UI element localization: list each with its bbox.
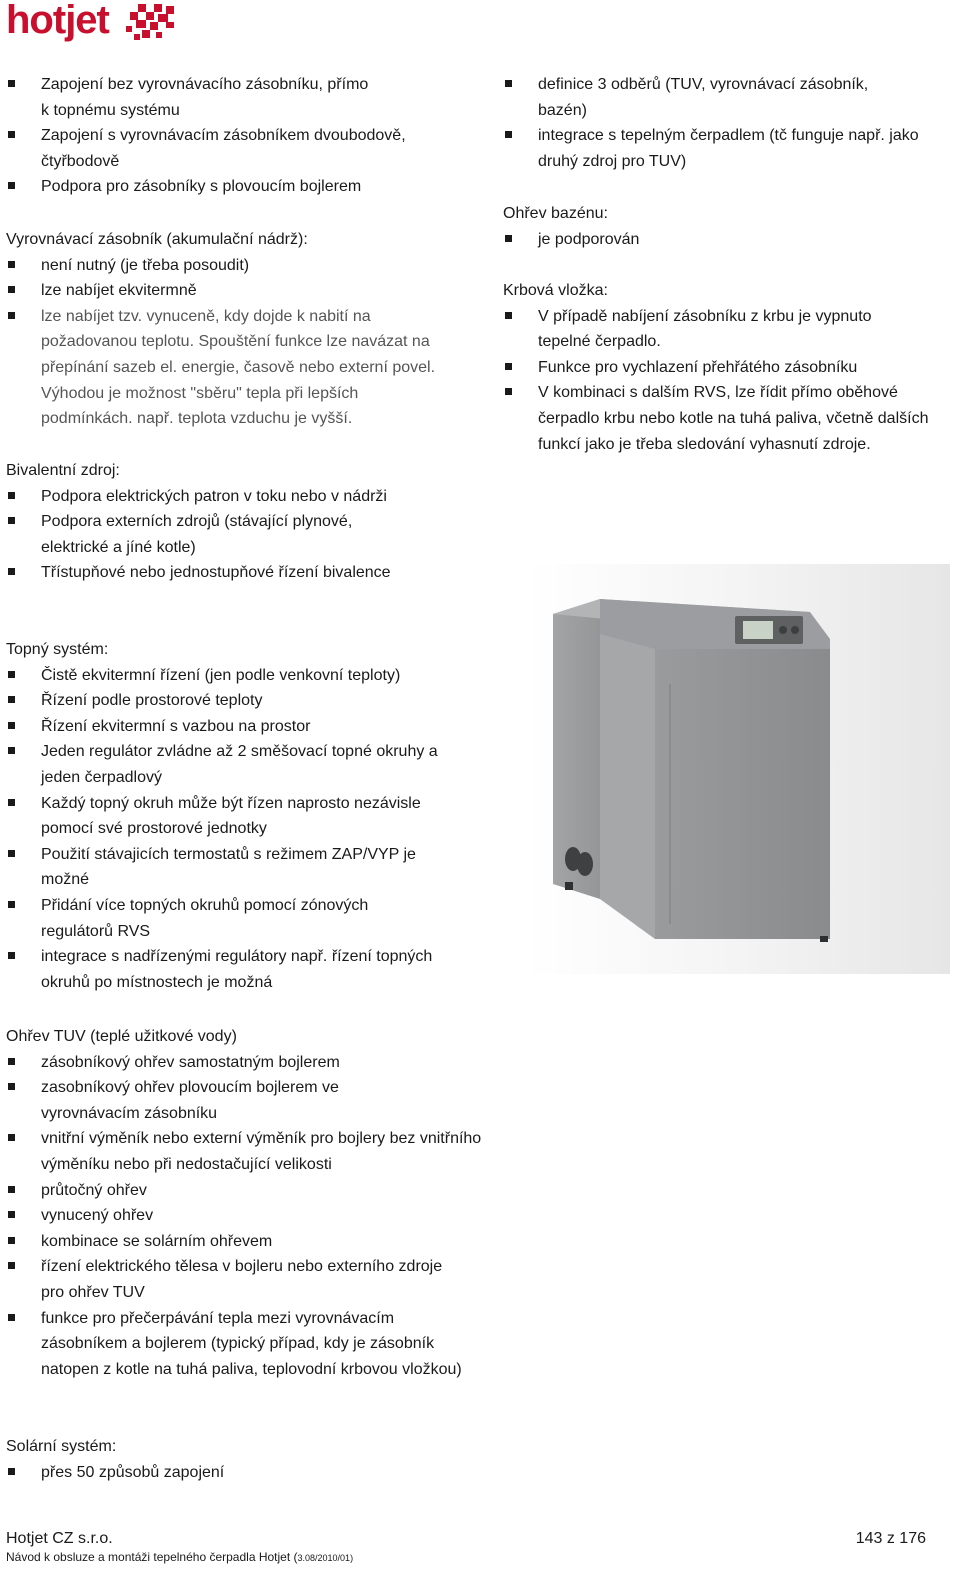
list-item: lze nabíjet ekvitermně	[6, 278, 476, 304]
buffer-tank-list	[6, 253, 476, 432]
section-heading: Solární systém:	[6, 1438, 117, 1455]
bivalent-source-list	[6, 484, 476, 586]
list-item: Podpora externích zdrojů (stávající plynové, elektrické a jíné kotle)	[6, 509, 401, 560]
list-item: Řízení ekvitermní s vazbou na prostor	[6, 714, 476, 740]
list-item: vnitřní výměník nebo externí výměník pro bojlery bez vnitřního výměníku nebo při nedostačující velikosti	[6, 1126, 493, 1177]
connection-options-section	[6, 72, 476, 200]
section-heading: Bivalentní zdroj:	[6, 462, 120, 479]
logo-pixel-mark-icon	[126, 4, 178, 44]
list-item: Zapojení bez vyrovnávacího zásobníku, přímo k topnému systému	[6, 72, 371, 123]
list-item: řízení elektrického tělesa v bojleru nebo externího zdroje pro ohřev TUV	[6, 1254, 461, 1305]
dhw-heating-list	[6, 1050, 482, 1383]
buffer-tank-section	[6, 227, 476, 432]
pool-heating-list	[503, 227, 943, 253]
dhw-definition-section	[503, 72, 943, 174]
list-item: Čistě ekvitermní řízení (jen podle venkovní teploty)	[6, 663, 476, 689]
list-item: definice 3 odběrů (TUV, vyrovnávací zásobník, bazén)	[503, 72, 918, 123]
list-item: vynucený ohřev	[6, 1203, 476, 1229]
list-item: Použití stávajicích termostatů s režimem ZAP/VYP je možné	[6, 842, 461, 893]
document-version: 3.08/2010/01)	[297, 1553, 354, 1563]
list-item: zasobníkový ohřev plovoucím bojlerem ve vyrovnávacím zásobníku	[6, 1075, 401, 1126]
footer-document-title	[6, 1550, 926, 1564]
logo-wordmark: hotjet	[6, 0, 109, 42]
pool-heating-section	[503, 201, 943, 252]
list-item: zásobníkový ohřev samostatným bojlerem	[6, 1050, 476, 1076]
connection-options-list	[6, 72, 476, 200]
solar-system-list	[6, 1460, 476, 1486]
list-item: Jeden regulátor zvládne až 2 směšovací topné okruhy a jeden čerpadlový	[6, 739, 441, 790]
list-item: průtočný ohřev	[6, 1178, 476, 1204]
solar-system-section	[6, 1434, 476, 1485]
list-item: kombinace se solárním ohřevem	[6, 1229, 476, 1255]
heat-pump-unit-image	[525, 564, 950, 974]
list-item: integrace s tepelným čerpadlem (tč funguje např. jako druhý zdroj pro TUV)	[503, 123, 938, 174]
section-heading: Vyrovnávací zásobník (akumulační nádrž):	[6, 231, 308, 248]
section-heading: Ohřev bazénu:	[503, 205, 608, 222]
list-item: Řízení podle prostorové teploty	[6, 688, 476, 714]
list-item: funkce pro přečerpávání tepla mezi vyrovnávacím zásobníkem a bojlerem (typický případ, kdy je zásobník natopen z kotle na tuhá paliva, teplovodní krbovou vložkou)	[6, 1306, 466, 1383]
dhw-heating-section	[6, 1024, 482, 1382]
section-heading: Krbová vložka:	[503, 282, 608, 299]
list-item: je podporován	[503, 227, 943, 253]
list-item: Funkce pro vychlazení přehřátého zásobníku	[503, 355, 943, 381]
list-item: přes 50 způsobů zapojení	[6, 1460, 476, 1486]
list-item: Zapojení s vyrovnávacím zásobníkem dvoubodově, čtyřbodově	[6, 123, 461, 174]
list-item: Každý topný okruh může být řízen naprosto nezávisle pomocí své prostorové jednotky	[6, 791, 421, 842]
list-item: Podpora elektrických patron v toku nebo v nádrži	[6, 484, 476, 510]
fireplace-insert-section	[503, 278, 943, 457]
heating-system-list	[6, 663, 476, 996]
list-item: Podpora pro zásobníky s plovoucím bojlerem	[6, 174, 476, 200]
list-item: V případě nabíjení zásobníku z krbu je vypnuto tepelné čerpadlo.	[503, 304, 918, 355]
page-number: 143 z 176	[855, 1530, 926, 1547]
hotjet-logo	[6, 0, 186, 44]
list-item: V kombinaci s dalším RVS, lze řídit přímo oběhové čerpadlo krbu nebo kotle na tuhá paliva, včetně dalších funkcí jako je třeba sledování vyhasnutí zdroje.	[503, 380, 943, 457]
list-item: Třístupňové nebo jednostupňové řízení bivalence	[6, 560, 476, 586]
fireplace-insert-list	[503, 304, 943, 458]
list-item: integrace s nadřízenými regulátory např. řízení topných okruhů po místnostech je možná	[6, 944, 441, 995]
list-item: není nutný (je třeba posoudit)	[6, 253, 476, 279]
document-title: Návod k obsluze a montáži tepelného čerpadla Hotjet (	[6, 1550, 298, 1564]
bivalent-source-section	[6, 458, 476, 586]
heating-system-section	[6, 637, 476, 995]
page-footer	[6, 1530, 926, 1564]
dhw-definition-list	[503, 72, 943, 174]
section-heading: Topný systém:	[6, 641, 109, 658]
section-heading: Ohřev TUV (teplé užitkové vody)	[6, 1028, 237, 1045]
list-item: lze nabíjet tzv. vynuceně, kdy dojde k nabití na požadovanou teplotu. Spouštění funkce lze navázat na přepínání sazeb el. energie, časově nebo externí povel. Výhodou je možnost "sběru" tepla při lepších podmínkách. např. teplota vzduchu je vyšší.	[6, 304, 449, 432]
footer-company: Hotjet CZ s.r.o.	[6, 1530, 113, 1547]
list-item: Přidání více topných okruhů pomocí zónových regulátorů RVS	[6, 893, 441, 944]
